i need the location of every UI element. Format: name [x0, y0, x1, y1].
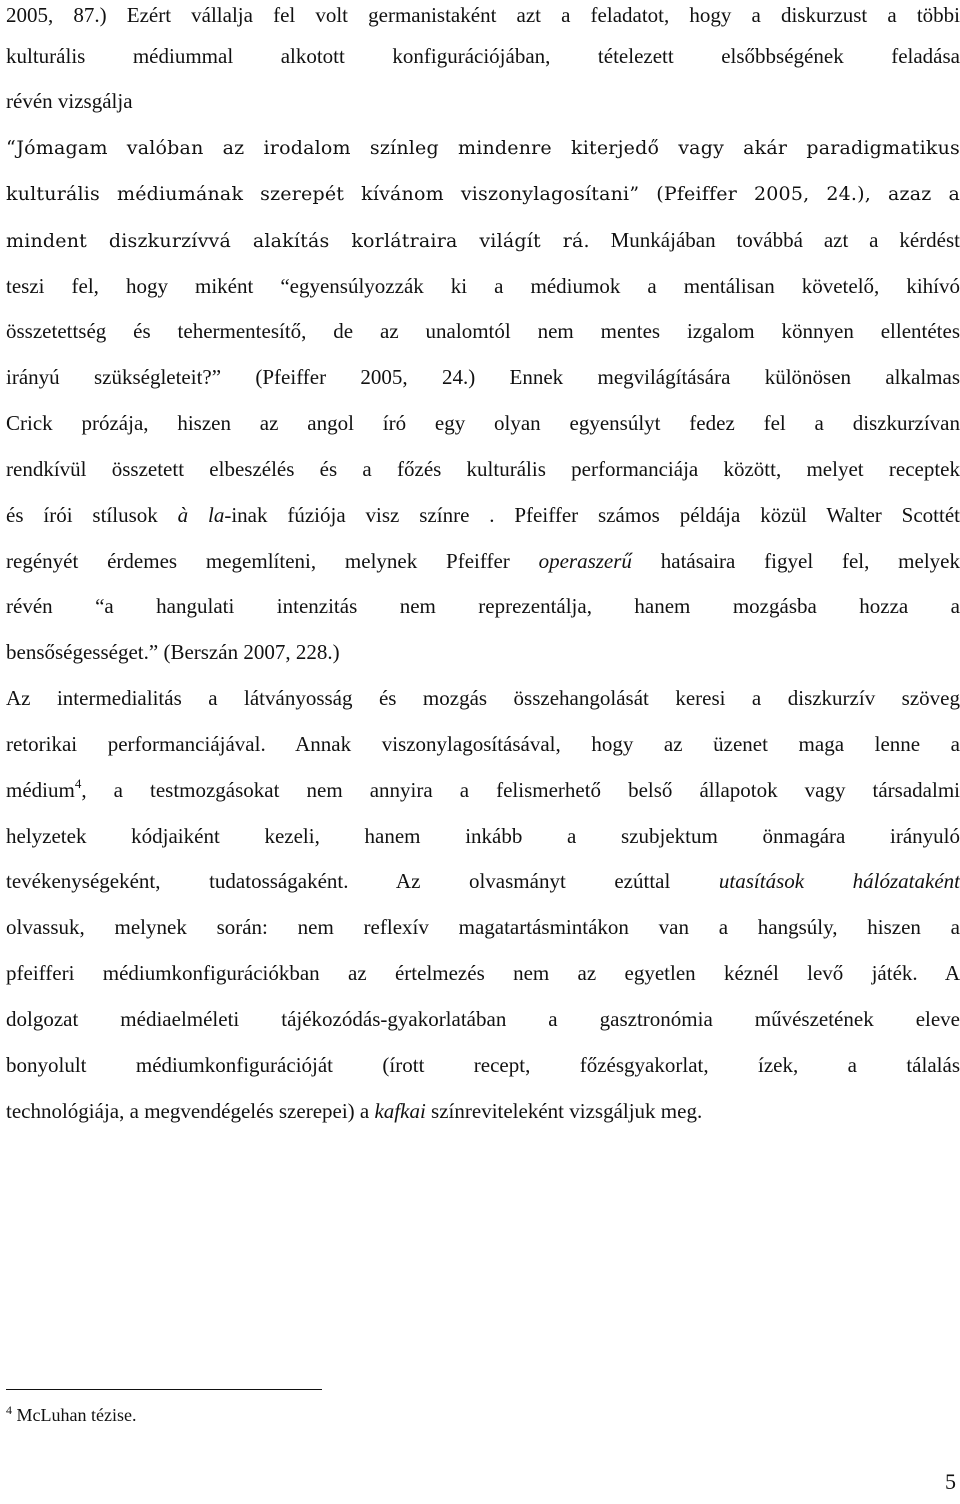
text-line-17: retorikai performanciájával. Annak viszonylagosításával, hogy az üzenet maga lenne a	[6, 732, 960, 756]
sentence-text: színreviteleként vizsgáljuk meg.	[425, 1099, 703, 1123]
text-line-7: teszi fel, hogy miként “egyensúlyozzák ki a médiumok a mentálisan követelő, kihívó	[6, 274, 960, 298]
text-line-21: olvassuk, melynek során: nem reflexív magatartásmintákon van a hangsúly, hiszen a	[6, 915, 960, 939]
footnote-marker: 4	[6, 1403, 12, 1417]
text-line-10: Crick prózája, hiszen az angol író egy olyan egyensúlyt fedez fel a diszkurzívan	[6, 411, 960, 435]
sentence-text: tevékenységeként, tudatosságaként. Az olvasmányt ezúttal	[6, 869, 719, 893]
italic-term: utasítások hálózataként	[718, 869, 960, 893]
sentence-text: Ezért vállalja fel volt germanistaként azt a feladatot, hogy a diskurzust a többi	[106, 3, 960, 27]
sentence-text: regényét érdemes megemlíteni, melynek Pfeiffer	[6, 549, 539, 573]
sentence-text: Munkájában továbbá azt a kérdést	[589, 228, 960, 252]
text-line-14: révén “a hangulati intenzitás nem reprezentálja, hanem mozgásba hozza a	[6, 594, 960, 618]
quote-line-1: “Jómagam valóban az irodalom színleg mindenre kiterjedő vagy akár paradigmatikus	[6, 137, 960, 159]
text-line-2: kulturális médiummal alkotott konfigurációjában, tételezett elsőbbségének feladása	[6, 44, 960, 68]
text-line-23: dolgozat médiaelméleti tájékozódás-gyakorlatában a gasztronómia művészetének eleve	[6, 1007, 960, 1031]
text-line-12	[6, 500, 960, 530]
sentence-text: technológiája, a megvendégelés szerepei) a	[6, 1099, 375, 1123]
text-line-1	[6, 0, 960, 30]
text-line-9: irányú szükségleteit?” (Pfeiffer 2005, 24.) Ennek megvilágítására különösen alkalmas	[6, 365, 960, 389]
text-line-24: bonyolult médiumkonfigurációját (írott recept, főzésgyakorlat, ízek, a tálalás	[6, 1053, 960, 1077]
sentence-text: , a testmozgásokat nem annyira a felismerhető belső állapotok vagy társadalmi	[81, 778, 960, 802]
text-line-16: Az intermedialitás a látványosság és mozgás összehangolását keresi a diszkurzív szöveg	[6, 686, 960, 710]
sentence-text: -inak fúziója visz színre . Pfeiffer számos példája közül Walter Scottét	[224, 503, 960, 527]
citation-fragment: 2005, 87.)	[6, 3, 107, 27]
sentence-text: médium	[6, 778, 75, 802]
footnote-text: McLuhan tézise.	[12, 1405, 137, 1425]
sentence-text: hatásaira figyel fel, melyek	[631, 549, 960, 573]
page-number: 5	[945, 1469, 956, 1494]
text-line-13	[6, 546, 960, 576]
text-line-6	[6, 225, 960, 255]
text-line-25	[6, 1096, 960, 1126]
text-line-11: rendkívül összetett elbeszélés és a főzés kulturális performanciája között, melyet receptek	[6, 457, 960, 481]
text-line-8: összetettség és tehermentesítő, de az unalomtól nem mentes izgalom könnyen ellentétes	[6, 319, 960, 343]
italic-term: à la	[177, 503, 225, 527]
text-line-3: révén vizsgálja	[6, 89, 133, 113]
footnote-separator	[6, 1389, 322, 1390]
italic-term: operaszerű	[538, 549, 632, 573]
footnote	[6, 1404, 136, 1426]
italic-term: kafkai	[374, 1099, 426, 1123]
quote-tail: mindent diszkurzívvá alakítás korlátraira világít rá.	[6, 230, 590, 252]
text-line-18	[6, 775, 960, 805]
quote-line-2: kulturális médiumának szerepét kívánom viszonylagosítani” (Pfeiffer 2005, 24.), azaz a	[6, 183, 960, 205]
text-line-15: bensőségességet.” (Berszán 2007, 228.)	[6, 640, 340, 664]
sentence-text: és írói stílusok	[6, 503, 178, 527]
text-line-22: pfeifferi médiumkonfigurációkban az értelmezés nem az egyetlen kéznél levő játék. A	[6, 961, 960, 985]
footnote-reference: 4	[74, 776, 82, 791]
text-line-19: helyzetek kódjaiként kezeli, hanem inkább a szubjektum önmagára irányuló	[6, 824, 960, 848]
text-line-20	[6, 866, 960, 896]
